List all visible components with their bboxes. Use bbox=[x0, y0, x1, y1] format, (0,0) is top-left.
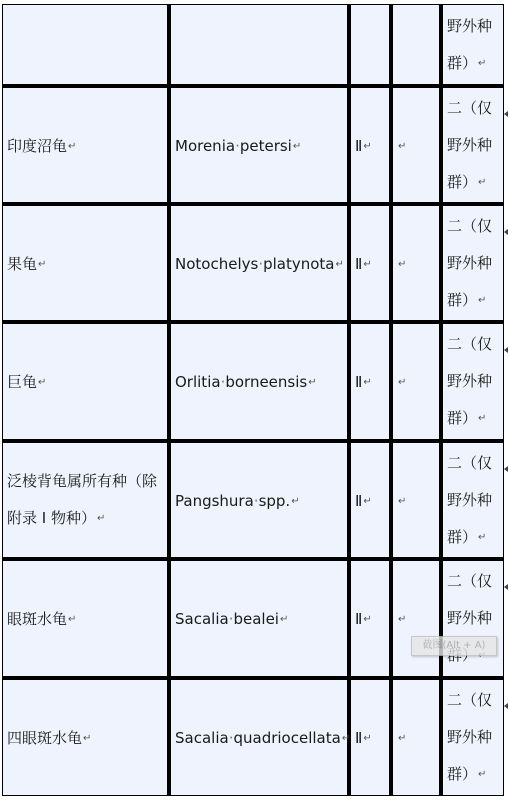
level-line: 二（仅 bbox=[447, 454, 493, 472]
cn-name-cell bbox=[2, 560, 168, 677]
appendix-value: Ⅱ bbox=[355, 373, 363, 391]
latin-name-cell: Sacalia·bealei↵ bbox=[170, 560, 348, 677]
paragraph-mark: ↵ bbox=[38, 377, 47, 388]
level-line: 野外种 bbox=[447, 17, 493, 35]
paragraph-mark: ↵ bbox=[335, 258, 344, 270]
paragraph-mark: ↵ bbox=[398, 258, 407, 270]
species-table bbox=[2, 4, 504, 796]
latin-name-cell: Sacalia·quadriocellata↵ bbox=[170, 679, 348, 796]
latin-epithet: petersi bbox=[239, 137, 292, 155]
row-marker-arrow bbox=[504, 466, 508, 472]
level-line: 二（仅 bbox=[447, 691, 493, 709]
note-cell bbox=[392, 87, 440, 203]
appendix-value: Ⅱ bbox=[355, 255, 363, 273]
row-marker-arrow bbox=[504, 347, 508, 353]
level-line: 二（仅 bbox=[447, 217, 493, 235]
level-line: 群） bbox=[447, 291, 478, 309]
note-cell bbox=[392, 205, 440, 321]
latin-genus: Notochelys bbox=[175, 255, 259, 273]
paragraph-mark: ↵ bbox=[478, 413, 487, 424]
latin-epithet: quadriocellata bbox=[233, 729, 341, 747]
latin-genus: Sacalia bbox=[175, 610, 229, 628]
cn-name-cell bbox=[2, 442, 168, 558]
cn-name-cell bbox=[2, 679, 168, 796]
paragraph-mark: ↵ bbox=[292, 140, 302, 152]
protection-level-cell bbox=[442, 442, 504, 558]
top-row-appendix-cell bbox=[350, 4, 390, 85]
protection-level-cell bbox=[442, 323, 504, 440]
appendix-cell bbox=[350, 679, 390, 796]
latin-name-cell: Orlitia·borneensis↵ bbox=[170, 323, 348, 440]
page-margin bbox=[504, 4, 509, 796]
paragraph-mark: ↵ bbox=[38, 258, 47, 270]
row-marker-arrow bbox=[504, 584, 508, 590]
paragraph-mark: ↵ bbox=[308, 377, 317, 388]
paragraph-mark: ↵ bbox=[291, 495, 300, 507]
paragraph-mark: ↵ bbox=[363, 258, 372, 270]
appendix-cell bbox=[350, 560, 390, 677]
row-marker-arrow bbox=[504, 703, 508, 709]
chinese-name-line: 泛棱背龟属所有种（除 bbox=[7, 472, 158, 490]
row-marker-arrow bbox=[504, 111, 508, 117]
latin-genus: Sacalia bbox=[175, 729, 229, 747]
level-line: 野外种 bbox=[447, 254, 493, 272]
latin-name-cell: Pangshura·spp.↵ bbox=[170, 442, 348, 558]
top-row-note-cell bbox=[392, 4, 440, 85]
note-cell bbox=[392, 442, 440, 558]
chinese-name: 果龟 bbox=[7, 255, 38, 273]
paragraph-mark: ↵ bbox=[398, 140, 407, 152]
latin-genus: Pangshura bbox=[175, 492, 254, 510]
paragraph-mark: ↵ bbox=[398, 614, 407, 625]
appendix-cell bbox=[350, 323, 390, 440]
cn-name-cell bbox=[2, 205, 168, 321]
level-line: 群） bbox=[447, 173, 478, 191]
paragraph-mark: ↵ bbox=[68, 140, 77, 152]
latin-epithet: spp. bbox=[258, 492, 291, 510]
paragraph-mark: ↵ bbox=[363, 733, 372, 744]
appendix-cell bbox=[350, 205, 390, 321]
paragraph-mark: ↵ bbox=[363, 495, 372, 507]
paragraph-mark: ↵ bbox=[478, 295, 487, 306]
level-line: 二（仅 bbox=[447, 572, 493, 590]
screenshot-tooltip: 截图(Alt + A) bbox=[411, 636, 497, 656]
chinese-name: 眼斑水龟 bbox=[7, 610, 68, 628]
paragraph-mark: ↵ bbox=[83, 733, 92, 744]
row-marker-arrow bbox=[504, 229, 508, 235]
latin-genus: Orlitia bbox=[175, 373, 221, 391]
latin-name-cell: Morenia·petersi↵ bbox=[170, 87, 348, 203]
appendix-cell bbox=[350, 87, 390, 203]
level-line: 二（仅 bbox=[447, 99, 493, 117]
level-line: 群） bbox=[447, 528, 478, 546]
paragraph-mark: ↵ bbox=[341, 733, 351, 744]
chinese-name: 巨龟 bbox=[7, 373, 38, 391]
appendix-value: Ⅱ bbox=[355, 137, 363, 155]
level-line: 群） bbox=[447, 765, 478, 783]
level-line: 二（仅 bbox=[447, 335, 493, 353]
note-cell bbox=[392, 560, 440, 677]
chinese-name-line: 附录 I 物种） bbox=[7, 509, 96, 527]
paragraph-mark: ↵ bbox=[398, 495, 407, 507]
note-cell bbox=[392, 323, 440, 440]
paragraph-mark: ↵ bbox=[398, 733, 407, 744]
latin-epithet: platynota bbox=[263, 255, 335, 273]
latin-genus: Morenia bbox=[175, 137, 236, 155]
chinese-name: 四眼斑水龟 bbox=[7, 729, 83, 747]
level-line: 野外种 bbox=[447, 491, 493, 509]
paragraph-mark: ↵ bbox=[363, 140, 372, 152]
paragraph-mark: ↵ bbox=[478, 58, 487, 69]
latin-name-cell: Notochelys·platynota↵ bbox=[170, 205, 348, 321]
paragraph-mark: ↵ bbox=[478, 532, 487, 543]
paragraph-mark: ↵ bbox=[96, 513, 106, 524]
level-line: 野外种 bbox=[447, 372, 493, 390]
paragraph-mark: ↵ bbox=[363, 377, 372, 388]
cn-name-cell bbox=[2, 323, 168, 440]
level-line: 群） bbox=[447, 54, 478, 72]
latin-epithet: bealei bbox=[233, 610, 279, 628]
chinese-name: 印度沼龟 bbox=[7, 137, 68, 155]
paragraph-mark: ↵ bbox=[478, 177, 487, 188]
top-row-level-cell bbox=[442, 4, 504, 85]
level-line: 野外种 bbox=[447, 609, 493, 627]
paragraph-mark: ↵ bbox=[363, 614, 372, 625]
protection-level-cell bbox=[442, 679, 504, 796]
cn-name-cell bbox=[2, 87, 168, 203]
level-line: 野外种 bbox=[447, 136, 493, 154]
protection-level-cell bbox=[442, 560, 504, 677]
protection-level-cell bbox=[442, 205, 504, 321]
top-row-cn-cell bbox=[2, 4, 168, 85]
note-cell bbox=[392, 679, 440, 796]
latin-epithet: borneensis bbox=[225, 373, 308, 391]
level-line: 群） bbox=[447, 409, 478, 427]
protection-level-cell bbox=[442, 87, 504, 203]
paragraph-mark: ↵ bbox=[68, 614, 77, 625]
appendix-cell bbox=[350, 442, 390, 558]
paragraph-mark: ↵ bbox=[478, 769, 487, 780]
level-line: 野外种 bbox=[447, 728, 493, 746]
appendix-value: Ⅱ bbox=[355, 729, 363, 747]
top-row-latin-cell bbox=[170, 4, 348, 85]
appendix-value: Ⅱ bbox=[355, 610, 363, 628]
paragraph-mark: ↵ bbox=[398, 377, 407, 388]
appendix-value: Ⅱ bbox=[355, 492, 363, 510]
paragraph-mark: ↵ bbox=[279, 614, 289, 625]
